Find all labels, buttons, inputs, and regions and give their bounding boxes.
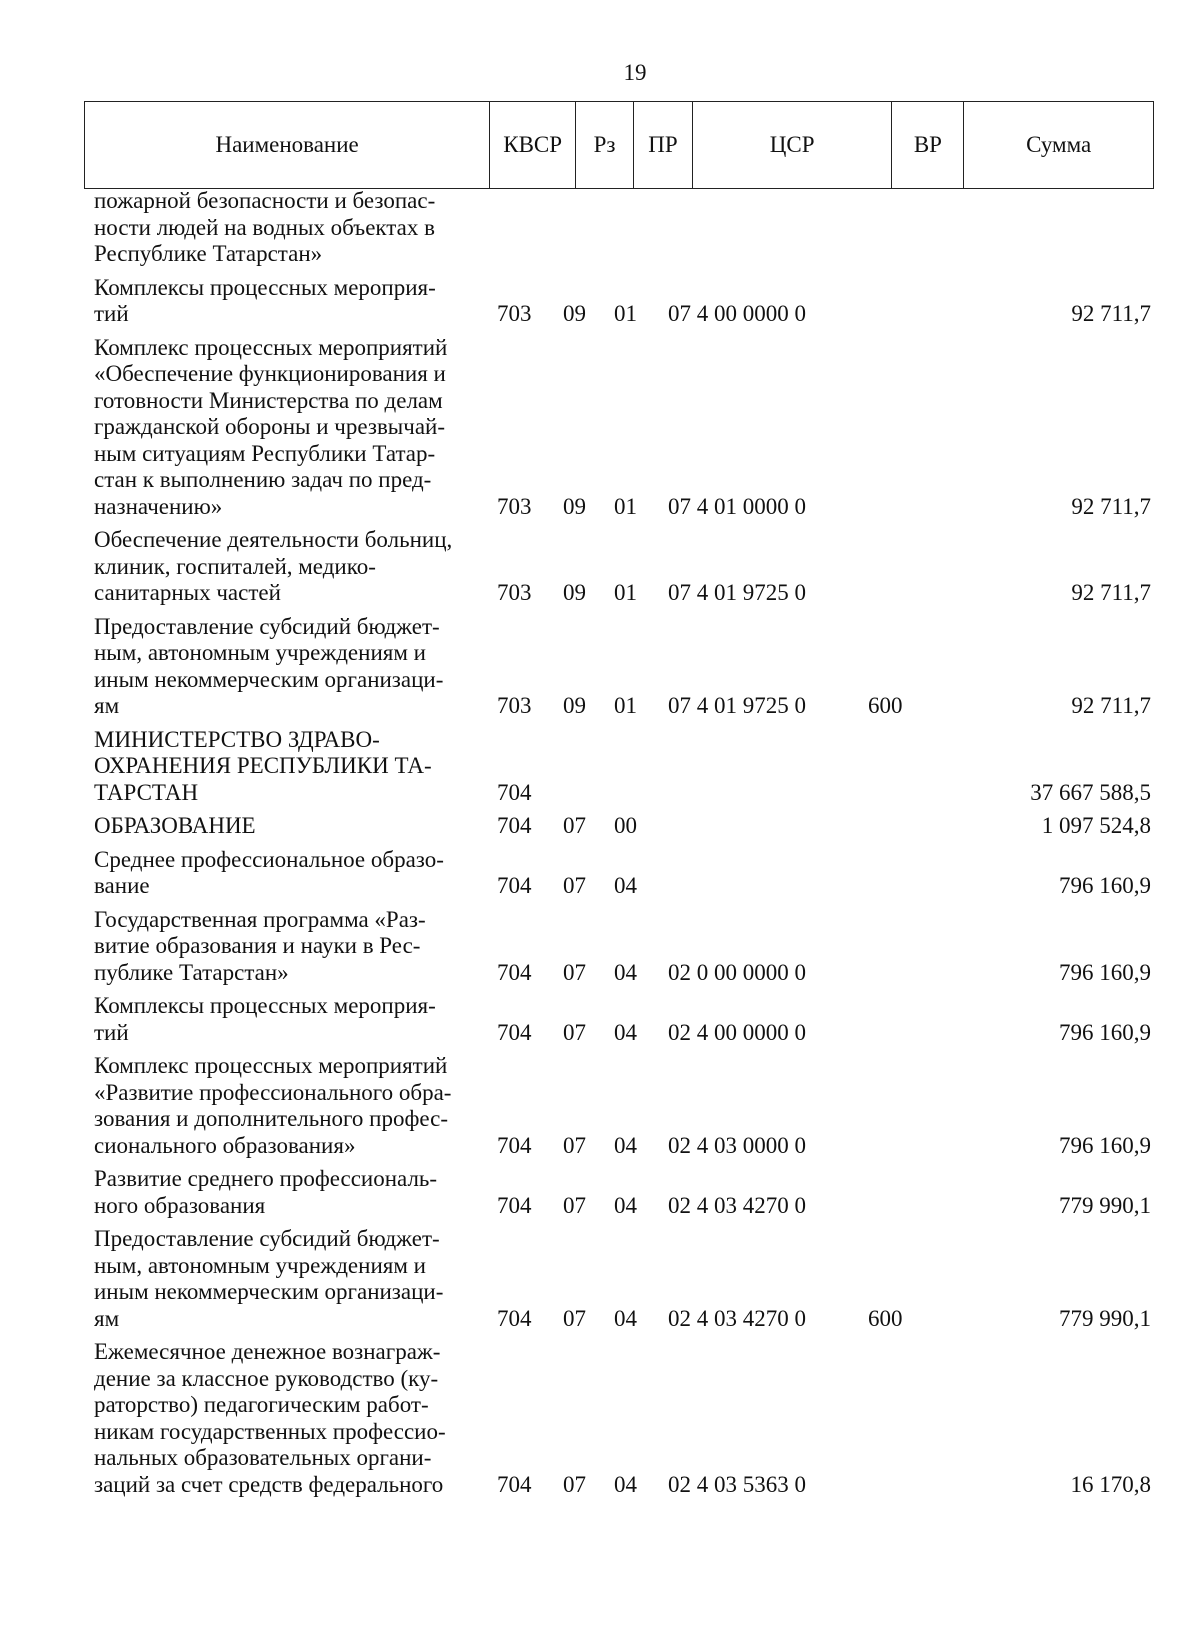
cell-sum: 796 160,9 (1059, 1019, 1151, 1045)
cell-csr: 02 0 00 0000 0 (668, 959, 806, 985)
cell-pr: 04 (614, 873, 637, 898)
cell-rz: 07 (563, 1192, 586, 1218)
cell-name: Предоставление субсидий бюджет- ным, автономным учреждениям и иным некоммерческим организаци- ям (94, 613, 444, 718)
cell-kvsr: 704 (497, 1132, 532, 1158)
cell-kvsr: 704 (497, 813, 532, 838)
table-row (94, 335, 1154, 521)
cell-kvsr: 704 (497, 1471, 532, 1497)
cell-sum: 92 711,7 (1071, 693, 1151, 718)
header-rz: Рз (576, 102, 634, 188)
cell-kvsr: 704 (497, 1192, 532, 1218)
table-row (94, 188, 1154, 268)
cell-name: Государственная программа «Раз- витие образования и науки в Рес- публике Татарстан» (94, 906, 426, 985)
cell-csr: 02 4 03 5363 0 (668, 1471, 806, 1497)
table-row (94, 527, 1154, 607)
table-row (94, 1166, 1154, 1219)
cell-vr: 600 (868, 693, 903, 718)
cell-name: МИНИСТЕРСТВО ЗДРАВО- ОХРАНЕНИЯ РЕСПУБЛИКИ ТА- ТАРСТАН (94, 726, 432, 805)
cell-sum: 92 711,7 (1071, 301, 1151, 326)
cell-sum: 92 711,7 (1071, 580, 1151, 605)
table-row (94, 1053, 1154, 1159)
cell-sum: 779 990,1 (1059, 1305, 1151, 1331)
cell-kvsr: 704 (497, 959, 532, 985)
table-body (94, 188, 1154, 1505)
header-vr: ВР (892, 102, 964, 188)
cell-pr: 01 (614, 580, 637, 605)
cell-name: Комплекс процессных мероприятий «Развитие профессионального обра- зования и дополнительного профес- сионального образования» (94, 1053, 452, 1158)
cell-rz: 09 (563, 301, 586, 326)
table-row (94, 614, 1154, 720)
cell-csr: 07 4 01 0000 0 (668, 493, 806, 519)
cell-name: Ежемесячное денежное вознаграж- дение за классное руководство (ку- раторство) педагогическим работ- никам государственных профессио- нальных образовательных органи- заций за счет средств федерального (94, 1339, 446, 1497)
cell-name: ОБРАЗОВАНИЕ (94, 813, 256, 838)
cell-rz: 09 (563, 493, 586, 519)
cell-rz: 07 (563, 1305, 586, 1331)
cell-rz: 07 (563, 1471, 586, 1497)
cell-kvsr: 703 (497, 580, 532, 605)
header-name: Наименование (85, 102, 490, 188)
table-row (94, 907, 1154, 987)
cell-rz: 07 (563, 1132, 586, 1158)
table-row (94, 847, 1154, 900)
cell-rz: 09 (563, 693, 586, 718)
cell-name: Комплексы процессных мероприя- тий (94, 993, 436, 1045)
cell-kvsr: 703 (497, 301, 532, 326)
cell-pr: 01 (614, 301, 637, 326)
cell-kvsr: 704 (497, 1305, 532, 1331)
header-pr: ПР (634, 102, 693, 188)
cell-pr: 04 (614, 1305, 637, 1331)
cell-sum: 796 160,9 (1059, 1132, 1151, 1158)
cell-rz: 07 (563, 959, 586, 985)
cell-kvsr: 704 (497, 873, 532, 898)
table-row (94, 727, 1154, 807)
cell-csr: 07 4 01 9725 0 (668, 580, 806, 605)
cell-csr: 02 4 03 4270 0 (668, 1305, 806, 1331)
cell-sum: 1 097 524,8 (1041, 813, 1151, 838)
table-header (84, 101, 1154, 189)
cell-name: Комплексы процессных мероприя- тий (94, 274, 436, 326)
cell-csr: 02 4 03 0000 0 (668, 1132, 806, 1158)
table-row (94, 275, 1154, 328)
cell-csr: 02 4 00 0000 0 (668, 1019, 806, 1045)
header-csr: ЦСР (693, 102, 893, 188)
header-kvsr: КВСР (490, 102, 576, 188)
cell-pr: 04 (614, 1192, 637, 1218)
cell-name: Развитие среднего профессиональ- ного образования (94, 1166, 438, 1218)
table-row (94, 813, 1154, 840)
cell-kvsr: 704 (497, 1019, 532, 1045)
table-row (94, 993, 1154, 1046)
cell-name: Среднее профессиональное образо- вание (94, 846, 444, 898)
cell-vr: 600 (868, 1305, 903, 1331)
cell-pr: 04 (614, 1471, 637, 1497)
cell-pr: 04 (614, 1132, 637, 1158)
cell-name: Предоставление субсидий бюджет- ным, автономным учреждениям и иным некоммерческим организаци- ям (94, 1226, 444, 1331)
table-row (94, 1226, 1154, 1332)
cell-name: Комплекс процессных мероприятий «Обеспечение функционирования и готовности Министерства по делам гражданской обороны и чрезвычай- ным ситуациям Республики Татар- стан к выполнению задач по пред- назначению» (94, 334, 448, 519)
cell-kvsr: 703 (497, 493, 532, 519)
cell-kvsr: 703 (497, 693, 532, 718)
cell-sum: 92 711,7 (1071, 493, 1151, 519)
cell-rz: 07 (563, 873, 586, 898)
cell-csr: 02 4 03 4270 0 (668, 1192, 806, 1218)
table-row (94, 1339, 1154, 1498)
cell-rz: 09 (563, 580, 586, 605)
cell-rz: 07 (563, 1019, 586, 1045)
cell-pr: 04 (614, 959, 637, 985)
cell-rz: 07 (563, 813, 586, 838)
cell-pr: 04 (614, 1019, 637, 1045)
cell-sum: 37 667 588,5 (1030, 779, 1151, 805)
cell-kvsr: 704 (497, 779, 532, 805)
cell-sum: 779 990,1 (1059, 1192, 1151, 1218)
cell-sum: 796 160,9 (1059, 959, 1151, 985)
cell-name: Обеспечение деятельности больниц, клиник, госпиталей, медико- санитарных частей (94, 527, 453, 605)
cell-sum: 16 170,8 (1070, 1471, 1151, 1497)
cell-csr: 07 4 00 0000 0 (668, 301, 806, 326)
page-number: 19 (623, 60, 647, 85)
header-sum: Сумма (1026, 132, 1092, 157)
cell-csr: 07 4 01 9725 0 (668, 693, 806, 718)
cell-pr: 01 (614, 493, 637, 519)
cell-name: пожарной безопасности и безопас- ности людей на водных объектах в Республике Татарстан» (94, 188, 436, 266)
cell-pr: 00 (614, 813, 637, 838)
cell-sum: 796 160,9 (1059, 873, 1151, 898)
cell-pr: 01 (614, 693, 637, 718)
